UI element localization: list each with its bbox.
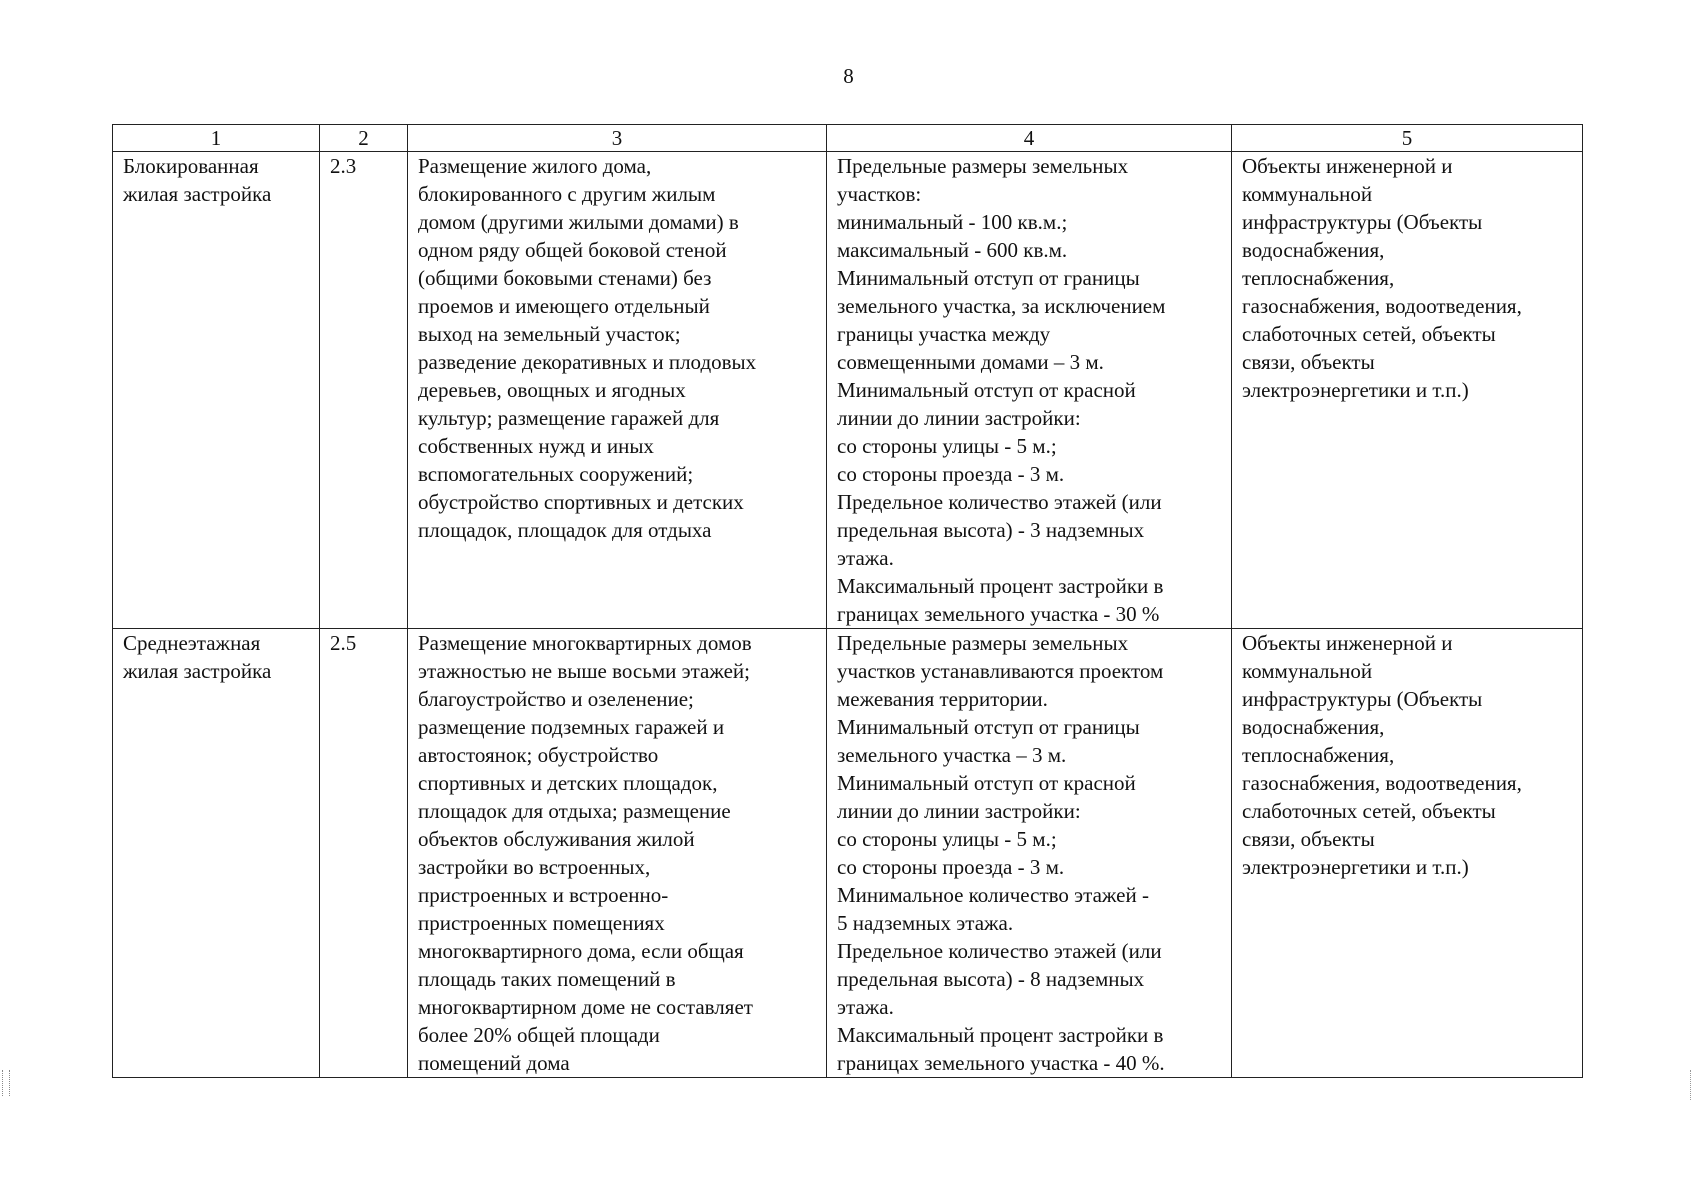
cell-text-line: водоснабжения, xyxy=(1242,238,1385,262)
cell-text-line: электроэнергетики и т.п.) xyxy=(1242,378,1469,402)
cell-text-line: Предельные размеры земельных xyxy=(837,631,1129,655)
utility-objects-cell xyxy=(1232,629,1583,1078)
cell-text-line: связи, объекты xyxy=(1242,350,1375,374)
cell-text-line: участков устанавливаются проектом xyxy=(837,659,1164,683)
scan-margin-mark xyxy=(1690,1070,1695,1100)
cell-text-line: земельного участка, за исключением xyxy=(837,294,1166,318)
cell-text-line: проемов и имеющего отдельный xyxy=(418,294,710,318)
cell-text-line: слаботочных сетей, объекты xyxy=(1242,799,1496,823)
cell-text-line: максимальный - 600 кв.м. xyxy=(837,238,1068,262)
cell-text-line: Предельные размеры земельных xyxy=(837,154,1129,178)
cell-text-line: выход на земельный участок; xyxy=(418,322,681,346)
cell-text-line: земельного участка – 3 м. xyxy=(837,743,1067,767)
cell-text-line: со стороны улицы - 5 м.; xyxy=(837,827,1057,851)
cell-text-line: Размещение многоквартирных домов xyxy=(418,631,752,655)
cell-text-line: со стороны проезда - 3 м. xyxy=(837,462,1065,486)
cell-text-line: Среднеэтажная xyxy=(123,631,261,655)
cell-text-line: пристроенных и встроенно- xyxy=(418,883,669,907)
cell-text-line: собственных нужд и иных xyxy=(418,434,654,458)
land-use-code-cell: 2.3 xyxy=(320,152,408,629)
building-parameters-cell xyxy=(827,152,1232,629)
utility-objects-cell xyxy=(1232,152,1583,629)
cell-text-line: 5 надземных этажа. xyxy=(837,911,1014,935)
cell-text-line: площадь таких помещений в xyxy=(418,967,676,991)
cell-text-line: Минимальное количество этажей - xyxy=(837,883,1149,907)
cell-text-line: размещение подземных гаражей и xyxy=(418,715,725,739)
cell-text-line: (общими боковыми стенами) без xyxy=(418,266,712,290)
cell-text-line: Максимальный процент застройки в xyxy=(837,574,1164,598)
land-use-description-cell xyxy=(408,152,827,629)
cell-text-line: электроэнергетики и т.п.) xyxy=(1242,855,1469,879)
building-parameters-cell xyxy=(827,629,1232,1078)
cell-text-line: разведение декоративных и плодовых xyxy=(418,350,757,374)
cell-text-line: Предельное количество этажей (или xyxy=(837,490,1162,514)
cell-text-line: более 20% общей площади xyxy=(418,1023,660,1047)
cell-text-line: Предельное количество этажей (или xyxy=(837,939,1162,963)
cell-text-line: жилая застройка xyxy=(123,659,272,683)
cell-text-line: домом (другими жилыми домами) в xyxy=(418,210,739,234)
cell-text-line: коммунальной xyxy=(1242,659,1373,683)
land-use-code-cell: 2.5 xyxy=(320,629,408,1078)
table-row xyxy=(113,629,1583,1078)
cell-text-line: застройки во встроенных, xyxy=(418,855,651,879)
cell-text-line: блокированного с другим жилым xyxy=(418,182,716,206)
cell-text-line: газоснабжения, водоотведения, xyxy=(1242,771,1522,795)
column-header-2: 2 xyxy=(320,125,408,152)
cell-text-line: спортивных и детских площадок, xyxy=(418,771,718,795)
cell-text-line: Блокированная xyxy=(123,154,259,178)
cell-text-line: многоквартирном доме не составляет xyxy=(418,995,753,1019)
cell-text-line: Минимальный отступ от красной xyxy=(837,378,1136,402)
header-row xyxy=(113,125,1583,152)
cell-text-line: деревьев, овощных и ягодных xyxy=(418,378,686,402)
cell-text-line: предельная высота) - 3 надземных xyxy=(837,518,1145,542)
cell-text-line: этажа. xyxy=(837,546,894,570)
cell-text-line: этажа. xyxy=(837,995,894,1019)
cell-text-line: Размещение жилого дома, xyxy=(418,154,652,178)
cell-text-line: границах земельного участка - 40 %. xyxy=(837,1051,1165,1075)
land-use-name-cell xyxy=(113,152,320,629)
cell-text-line: Минимальный отступ от красной xyxy=(837,771,1136,795)
cell-text-line: автостоянок; обустройство xyxy=(418,743,659,767)
column-header-4: 4 xyxy=(827,125,1232,152)
cell-text-line: слаботочных сетей, объекты xyxy=(1242,322,1496,346)
cell-text-line: вспомогательных сооружений; xyxy=(418,462,694,486)
land-use-name-cell xyxy=(113,629,320,1078)
cell-text-line: инфраструктуры (Объекты xyxy=(1242,687,1483,711)
page-number: 8 xyxy=(843,64,854,88)
table-row xyxy=(113,152,1583,629)
cell-text-line: газоснабжения, водоотведения, xyxy=(1242,294,1522,318)
cell-text-line: Максимальный процент застройки в xyxy=(837,1023,1164,1047)
cell-text-line: границы участка между xyxy=(837,322,1051,346)
cell-text-line: Минимальный отступ от границы xyxy=(837,266,1140,290)
cell-text-line: Минимальный отступ от границы xyxy=(837,715,1140,739)
cell-text-line: линии до линии застройки: xyxy=(837,799,1081,823)
cell-text-line: теплоснабжения, xyxy=(1242,266,1395,290)
cell-text-line: Объекты инженерной и xyxy=(1242,631,1453,655)
cell-text-line: связи, объекты xyxy=(1242,827,1375,851)
cell-text-line: границах земельного участка - 30 % xyxy=(837,602,1160,626)
cell-text-line: участков: xyxy=(837,182,922,206)
cell-text-line: многоквартирного дома, если общая xyxy=(418,939,744,963)
cell-text-line: коммунальной xyxy=(1242,182,1373,206)
cell-text-line: теплоснабжения, xyxy=(1242,743,1395,767)
cell-text-line: инфраструктуры (Объекты xyxy=(1242,210,1483,234)
cell-text-line: жилая застройка xyxy=(123,182,272,206)
cell-text-line: объектов обслуживания жилой xyxy=(418,827,695,851)
cell-text-line: со стороны улицы - 5 м.; xyxy=(837,434,1057,458)
cell-text-line: площадок, площадок для отдыха xyxy=(418,518,712,542)
column-header-3: 3 xyxy=(408,125,827,152)
cell-text-line: минимальный - 100 кв.м.; xyxy=(837,210,1068,234)
zoning-table xyxy=(112,124,1583,1078)
cell-text-line: пристроенных помещениях xyxy=(418,911,665,935)
column-header-5: 5 xyxy=(1232,125,1583,152)
cell-text-line: одном ряду общей боковой стеной xyxy=(418,238,727,262)
cell-text-line: со стороны проезда - 3 м. xyxy=(837,855,1065,879)
cell-text-line: предельная высота) - 8 надземных xyxy=(837,967,1145,991)
cell-text-line: межевания территории. xyxy=(837,687,1048,711)
cell-text-line: площадок для отдыха; размещение xyxy=(418,799,731,823)
cell-text-line: помещений дома xyxy=(418,1051,570,1075)
cell-text-line: Объекты инженерной и xyxy=(1242,154,1453,178)
cell-text-line: благоустройство и озеленение; xyxy=(418,687,694,711)
cell-text-line: этажностью не выше восьми этажей; xyxy=(418,659,750,683)
cell-text-line: водоснабжения, xyxy=(1242,715,1385,739)
scan-margin-mark xyxy=(2,1070,10,1096)
land-use-description-cell xyxy=(408,629,827,1078)
cell-text-line: линии до линии застройки: xyxy=(837,406,1081,430)
cell-text-line: культур; размещение гаражей для xyxy=(418,406,720,430)
cell-text-line: обустройство спортивных и детских xyxy=(418,490,744,514)
column-header-1: 1 xyxy=(113,125,320,152)
cell-text-line: совмещенными домами – 3 м. xyxy=(837,350,1104,374)
